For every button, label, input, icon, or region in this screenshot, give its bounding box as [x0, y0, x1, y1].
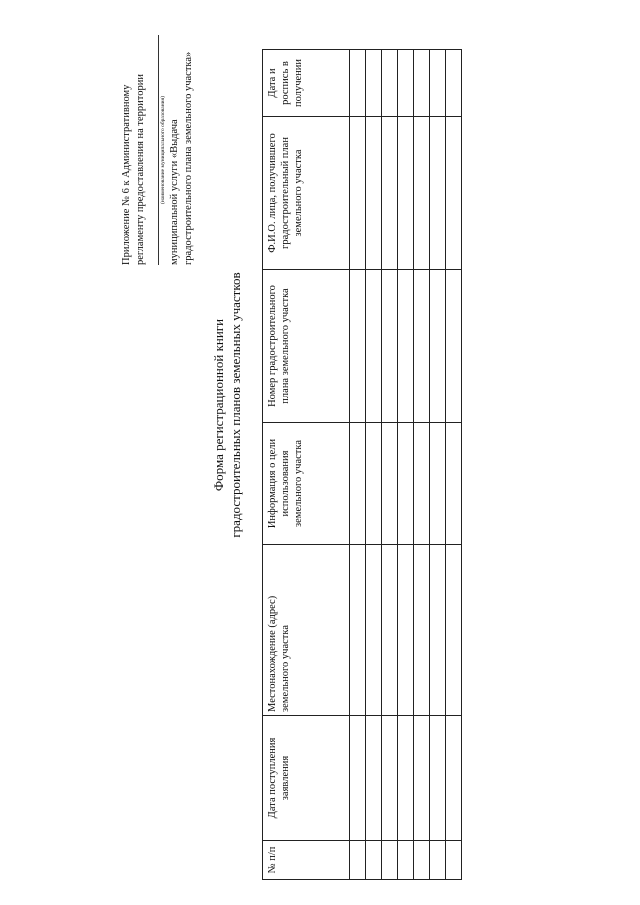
table-row — [366, 50, 382, 880]
table-cell[interactable] — [398, 841, 414, 880]
table-row — [398, 50, 414, 880]
table-cell[interactable] — [414, 423, 430, 545]
table-cell[interactable] — [414, 270, 430, 423]
table-cell[interactable] — [382, 50, 398, 117]
header-date-signature: Дата и роспись в получении — [263, 50, 350, 117]
table-cell[interactable] — [446, 50, 462, 117]
table-cell[interactable] — [382, 423, 398, 545]
appendix-line-2: регламенту предоставления на территории — [135, 74, 146, 265]
table-row — [382, 50, 398, 880]
table-cell[interactable] — [382, 117, 398, 270]
table-cell[interactable] — [366, 545, 382, 716]
table-cell[interactable] — [430, 423, 446, 545]
service-line-2: градостроительного плана земельного участка» — [183, 51, 194, 265]
table-cell[interactable] — [366, 270, 382, 423]
table-cell[interactable] — [366, 841, 382, 880]
table-cell[interactable] — [446, 716, 462, 841]
table-cell[interactable] — [350, 545, 366, 716]
table-cell[interactable] — [382, 270, 398, 423]
table-cell[interactable] — [366, 423, 382, 545]
table-cell[interactable] — [414, 50, 430, 117]
table-body — [350, 50, 462, 880]
table-cell[interactable] — [414, 545, 430, 716]
appendix-block — [120, 25, 196, 265]
table-cell[interactable] — [446, 545, 462, 716]
table-cell[interactable] — [350, 270, 366, 423]
municipality-caption: (наименование муниципального образования) — [160, 96, 166, 204]
table-cell[interactable] — [430, 545, 446, 716]
table-cell[interactable] — [350, 117, 366, 270]
table-row — [350, 50, 366, 880]
table-cell[interactable] — [446, 841, 462, 880]
table-cell[interactable] — [382, 545, 398, 716]
header-number: № п/п — [263, 841, 350, 880]
form-title-line-2: градостроительных планов земельных участков — [228, 272, 243, 538]
table-cell[interactable] — [446, 270, 462, 423]
service-line-1: муниципальной услуги «Выдача — [169, 119, 180, 265]
form-title-line-1: Форма регистрационной книги — [211, 318, 226, 492]
table-cell[interactable] — [446, 117, 462, 270]
table-cell[interactable] — [366, 716, 382, 841]
table-row — [446, 50, 462, 880]
appendix-line-1: Приложение № 6 к Административному — [121, 84, 132, 265]
table-cell[interactable] — [366, 117, 382, 270]
municipality-blank-line — [148, 35, 159, 265]
header-recipient-name: Ф.И.О. лица, получившего градостроительный план земельного участка — [263, 117, 350, 270]
table-cell[interactable] — [414, 716, 430, 841]
header-plan-number: Номер градостроительного плана земельного участка — [263, 270, 350, 423]
table-cell[interactable] — [398, 117, 414, 270]
header-date-received: Дата поступления заявления — [263, 716, 350, 841]
table-cell[interactable] — [430, 716, 446, 841]
table-cell[interactable] — [382, 841, 398, 880]
table-cell[interactable] — [398, 423, 414, 545]
table-cell[interactable] — [382, 716, 398, 841]
table-cell[interactable] — [398, 50, 414, 117]
table-cell[interactable] — [350, 716, 366, 841]
table-cell[interactable] — [350, 50, 366, 117]
table-cell[interactable] — [446, 423, 462, 545]
table-cell[interactable] — [430, 270, 446, 423]
table-row — [414, 50, 430, 880]
form-title — [210, 205, 244, 605]
table-cell[interactable] — [366, 50, 382, 117]
header-purpose: Информация о цели использования земельного участка — [263, 423, 350, 545]
table-cell[interactable] — [398, 716, 414, 841]
table-row — [430, 50, 446, 880]
table-cell[interactable] — [398, 545, 414, 716]
header-location: Местонахождение (адрес) земельного участка — [263, 545, 350, 716]
table-cell[interactable] — [414, 117, 430, 270]
table-cell[interactable] — [430, 841, 446, 880]
table-cell[interactable] — [350, 423, 366, 545]
table-cell[interactable] — [398, 270, 414, 423]
table-cell[interactable] — [430, 117, 446, 270]
table-cell[interactable] — [430, 50, 446, 117]
table-cell[interactable] — [350, 841, 366, 880]
registration-table — [262, 49, 462, 880]
table-cell[interactable] — [414, 841, 430, 880]
table-header-row — [263, 50, 350, 880]
